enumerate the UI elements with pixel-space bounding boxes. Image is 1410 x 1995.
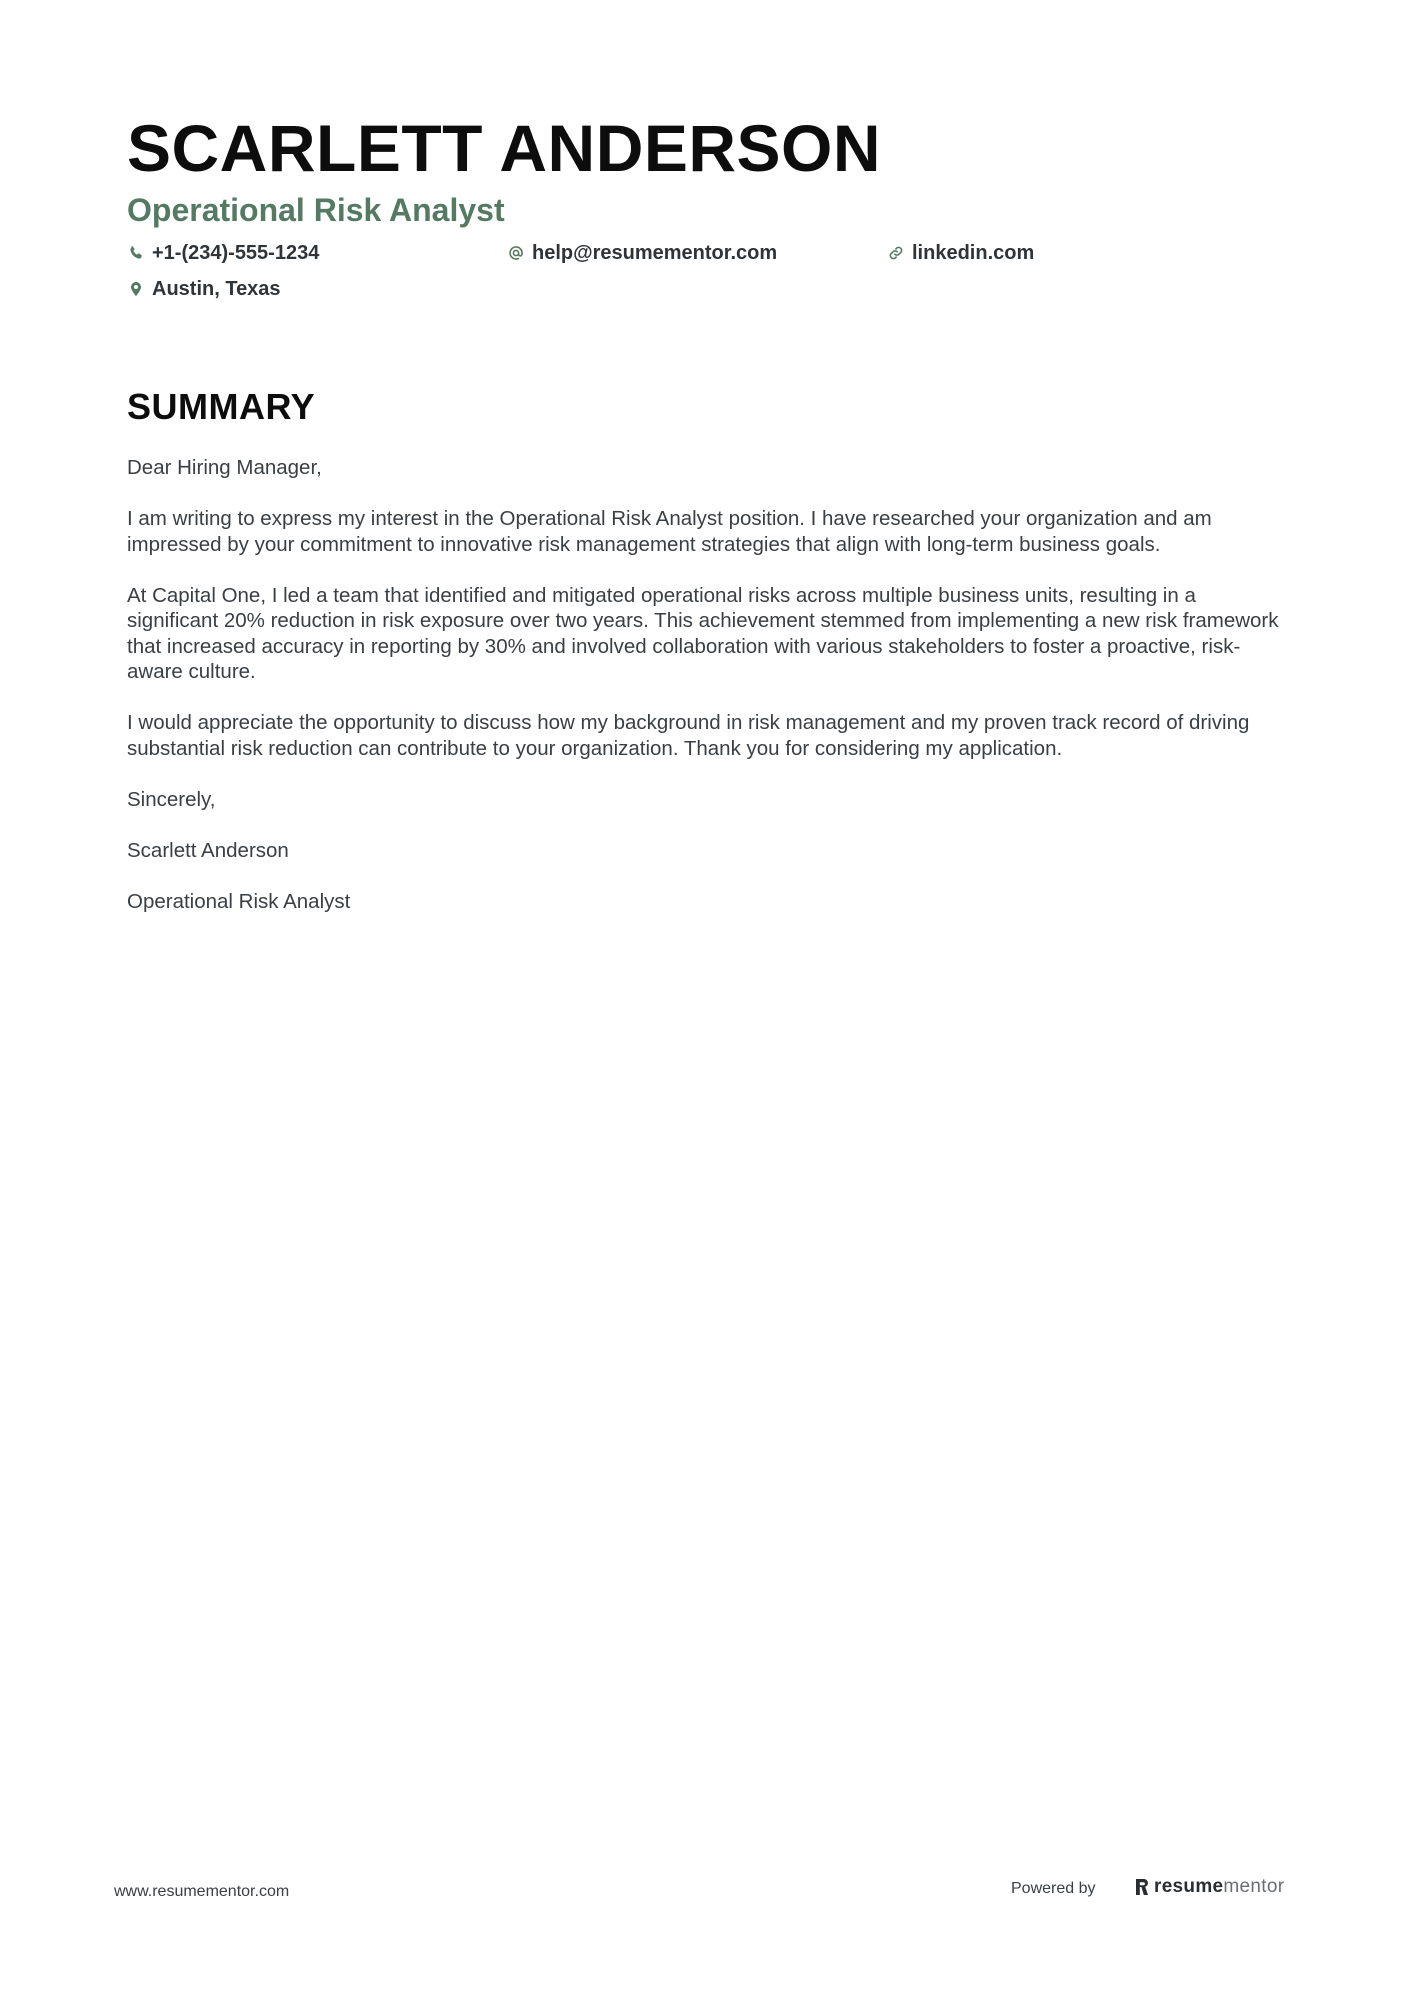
footer-brand-logo[interactable] bbox=[1134, 1876, 1284, 1898]
letter-closing: Sincerely, bbox=[127, 787, 216, 811]
phone-icon bbox=[127, 244, 145, 262]
contact-row bbox=[127, 274, 1277, 304]
brand-name-light: mentor bbox=[1223, 1876, 1285, 1897]
letter-paragraph: At Capital One, I led a team that identified and mitigated operational risks across multiple business units, resulting in a significant 20% reduction in risk exposure over two years. This achievement stemmed from implementing a new risk framework that increased accuracy in reporting by 30% and involved collaboration with various stakeholders to foster a proactive, risk-aware culture. bbox=[127, 583, 1279, 683]
resumementor-logo-icon bbox=[1134, 1877, 1150, 1897]
contact-email[interactable] bbox=[507, 242, 887, 265]
location-text: Austin, Texas bbox=[152, 277, 281, 300]
contact-location bbox=[127, 278, 507, 301]
map-pin-icon bbox=[127, 280, 145, 298]
section-heading-summary: SUMMARY bbox=[127, 386, 316, 427]
letter-paragraph: I would appreciate the opportunity to discuss how my background in risk management and my proven track record of driving substantial risk reduction can contribute to your organization. Thank you for considering my application. bbox=[127, 711, 1250, 760]
letter-signature-name: Scarlett Anderson bbox=[127, 838, 289, 862]
contact-row bbox=[127, 238, 1277, 268]
at-icon bbox=[507, 244, 525, 262]
footer-powered-by: Powered by bbox=[1011, 1880, 1096, 1897]
job-title: Operational Risk Analyst bbox=[127, 192, 505, 228]
link-icon bbox=[887, 244, 905, 262]
phone-number: +1-(234)-555-1234 bbox=[152, 241, 320, 264]
letter-body bbox=[127, 455, 1287, 940]
contact-linkedin[interactable] bbox=[887, 242, 1267, 265]
email-address[interactable]: help@resumementor.com bbox=[532, 241, 778, 264]
linkedin-link[interactable]: linkedin.com bbox=[912, 241, 1035, 264]
contact-phone bbox=[127, 242, 507, 265]
letter-paragraph: I am writing to express my interest in the Operational Risk Analyst position. I have researched your organization and am impressed by your commitment to innovative risk management strategies that align with long-term business goals. bbox=[127, 507, 1212, 556]
footer-website-link[interactable]: www.resumementor.com bbox=[114, 1883, 290, 1900]
letter-salutation: Dear Hiring Manager, bbox=[127, 456, 322, 479]
brand-name-bold: resume bbox=[1154, 1876, 1224, 1897]
letter-signature-title: Operational Risk Analyst bbox=[127, 889, 351, 913]
candidate-name: SCARLETT ANDERSON bbox=[127, 111, 882, 185]
